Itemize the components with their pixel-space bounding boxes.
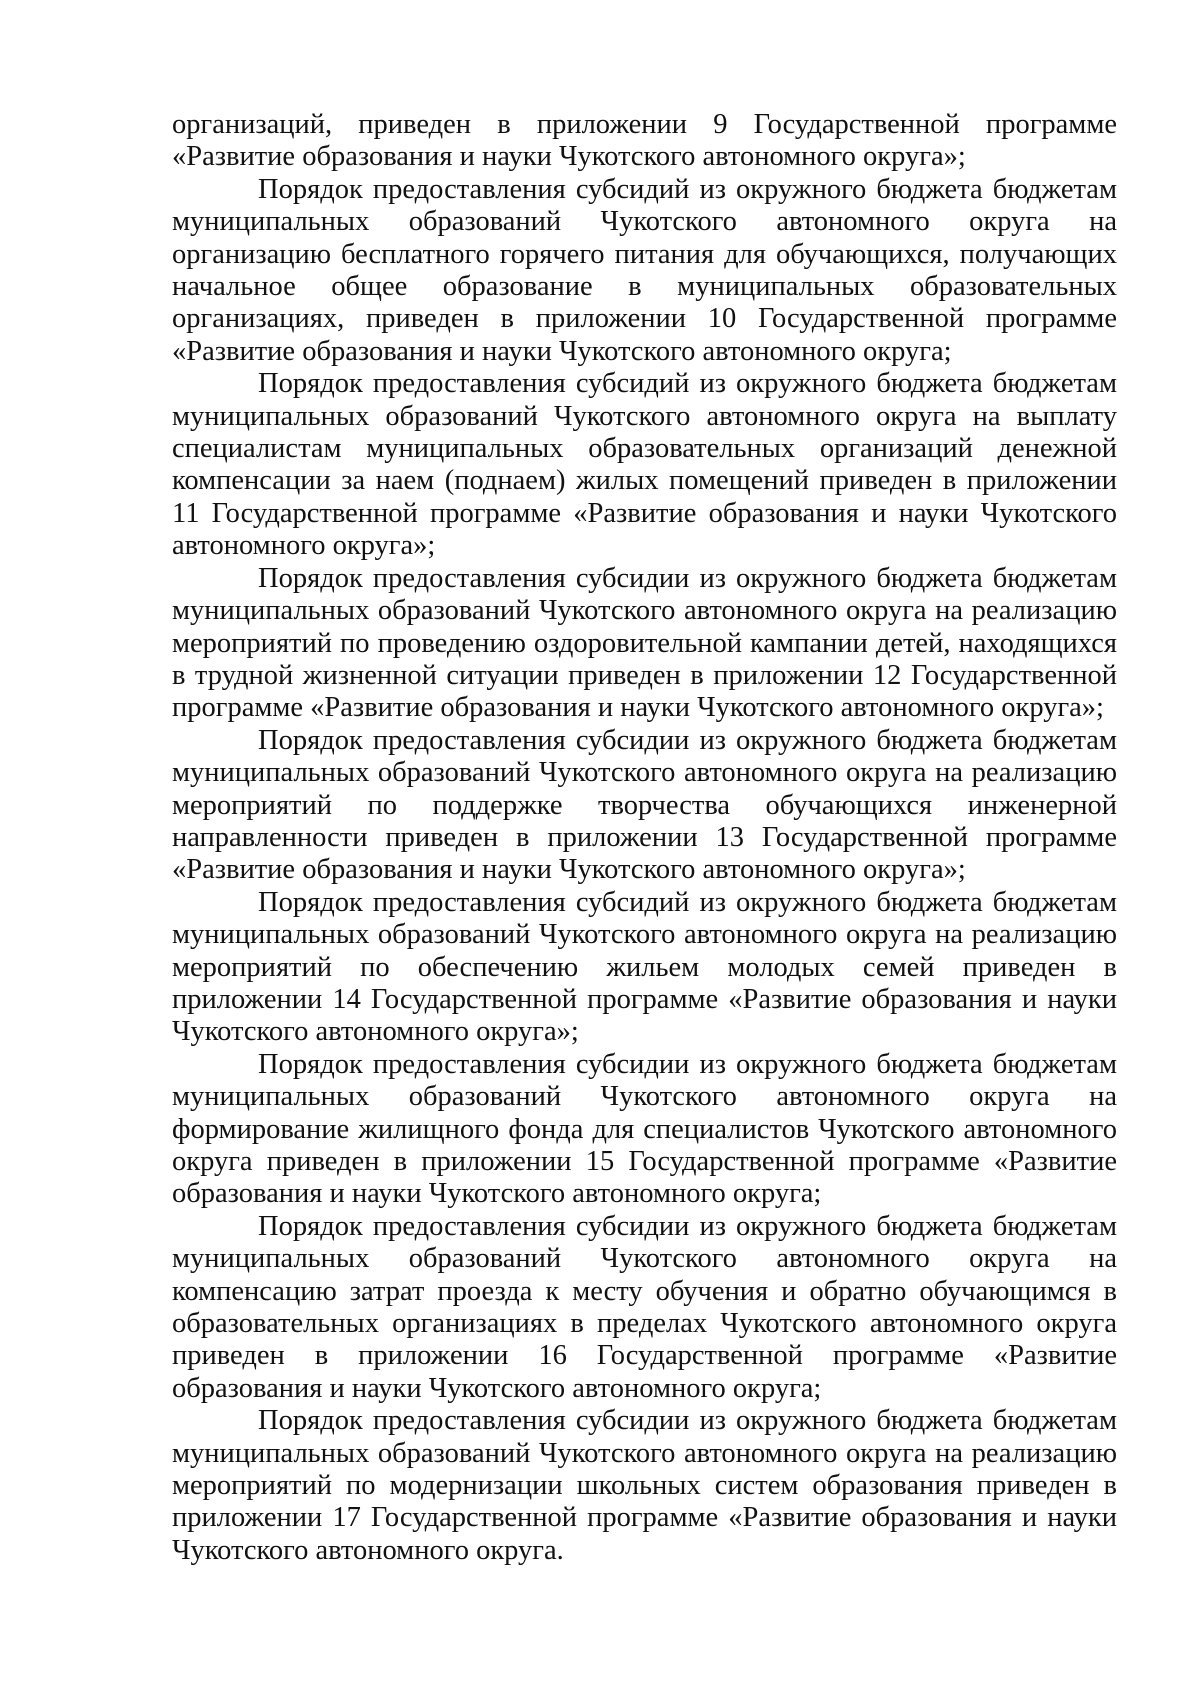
paragraph-appendix-13: Порядок предоставления субсидии из окружного бюджета бюджетам муниципальных образований Чукотского автономного округа на реализацию мероприятий по поддержке творчества обучающихся инженерной направленности приведен в приложении 13 Государственной программе «Развитие образования и науки Чукотского автономного округа»;: [172, 724, 1117, 886]
paragraph-appendix-17: Порядок предоставления субсидии из окружного бюджета бюджетам муниципальных образований Чукотского автономного округа на реализацию мероприятий по модернизации школьных систем образования приведен в приложении 17 Государственной программе «Развитие образования и науки Чукотского автономного округа.: [172, 1405, 1117, 1566]
paragraph-appendix-14: Порядок предоставления субсидий из окружного бюджета бюджетам муниципальных образований Чукотского автономного округа на реализацию мероприятий по обеспечению жильем молодых семей приведен в приложении 14 Государственной программе «Развитие образования и науки Чукотского автономного округа»;: [172, 886, 1117, 1048]
document-body: [172, 109, 1117, 1567]
paragraph-continuation: организаций, приведен в приложении 9 Государственной программе «Развитие образования и науки Чукотского автономного округа»;: [172, 109, 1117, 173]
paragraph-appendix-10: Порядок предоставления субсидий из окружного бюджета бюджетам муниципальных образований Чукотского автономного округа на организацию бесплатного горячего питания для обучающихся, получающих начальное общее образование в муниципальных образовательных организациях, приведен в приложении 10 Государственной программе «Развитие образования и науки Чукотского автономного округа;: [172, 173, 1117, 367]
paragraph-appendix-12: Порядок предоставления субсидии из окружного бюджета бюджетам муниципальных образований Чукотского автономного округа на реализацию мероприятий по проведению оздоровительной кампании детей, находящихся в трудной жизненной ситуации приведен в приложении 12 Государственной программе «Развитие образования и науки Чукотского автономного округа»;: [172, 562, 1117, 724]
paragraph-appendix-16: Порядок предоставления субсидии из окружного бюджета бюджетам муниципальных образований Чукотского автономного округа на компенсацию затрат проезда к месту обучения и обратно обучающимся в образовательных организациях в пределах Чукотского автономного округа приведен в приложении 16 Государственной программе «Развитие образования и науки Чукотского автономного округа;: [172, 1210, 1117, 1404]
paragraph-appendix-15: Порядок предоставления субсидии из окружного бюджета бюджетам муниципальных образований Чукотского автономного округа на формирование жилищного фонда для специалистов Чукотского автономного округа приведен в приложении 15 Государственной программе «Развитие образования и науки Чукотского автономного округа;: [172, 1048, 1117, 1210]
paragraph-appendix-11: Порядок предоставления субсидий из окружного бюджета бюджетам муниципальных образований Чукотского автономного округа на выплату специалистам муниципальных образовательных организаций денежной компенсации за наем (поднаем) жилых помещений приведен в приложении 11 Государственной программе «Развитие образования и науки Чукотского автономного округа»;: [172, 368, 1117, 562]
